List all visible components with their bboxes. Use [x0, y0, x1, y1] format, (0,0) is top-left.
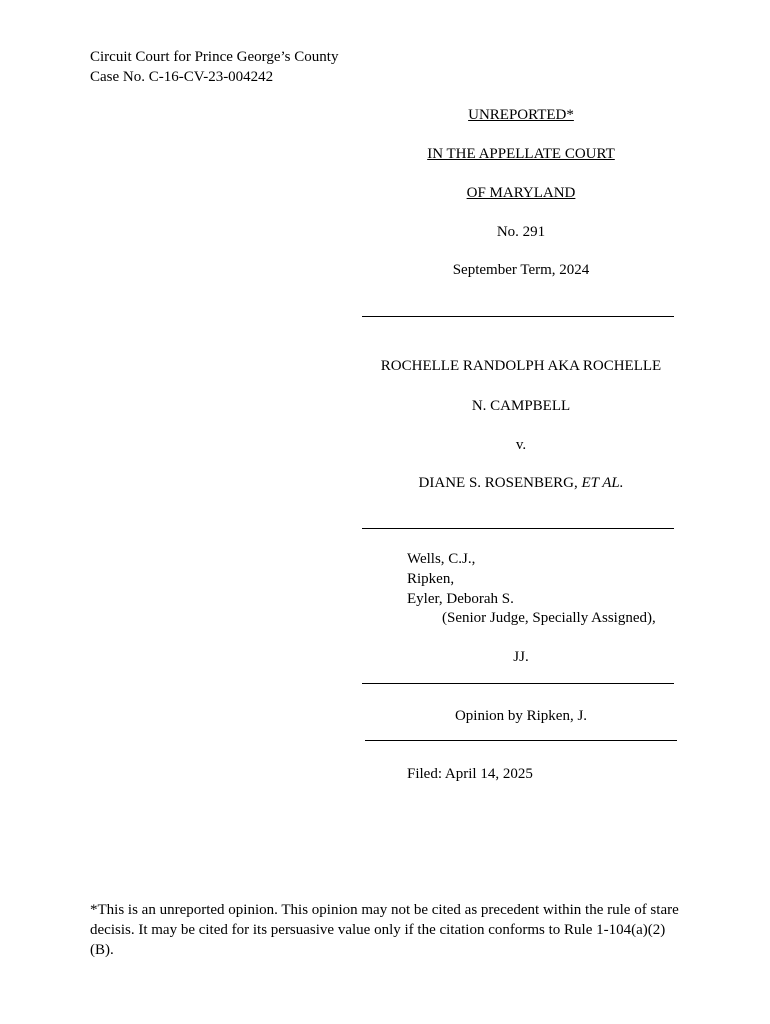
appellee-line — [364, 473, 678, 493]
judge-wells: Wells, C.J., — [407, 551, 476, 567]
appellant-line2: N. CAMPBELL — [471, 398, 571, 414]
appeal-number: No. 291 — [496, 224, 546, 240]
unreported-footnote: *This is an unreported opinion. This opinion may not be cited as precedent within the rule of stare decisis. It may be cited for its persuasive value only if the citation conforms to Rule 1-104(a)(2)(B). — [90, 902, 679, 958]
divider-rule — [362, 683, 674, 684]
jj-label: JJ. — [513, 649, 529, 665]
versus-label: v. — [515, 437, 527, 453]
judge-eyler-note: (Senior Judge, Specially Assigned), — [442, 610, 656, 626]
term-line: September Term, 2024 — [452, 262, 590, 278]
appellate-court-line1: IN THE APPELLATE COURT — [427, 146, 615, 162]
appellee-name: DIANE S. ROSENBERG, — [418, 475, 582, 491]
appellee-et-al: ET AL. — [581, 475, 624, 491]
divider-rule — [362, 528, 674, 529]
appellant-line1: ROCHELLE RANDOLPH AKA ROCHELLE — [380, 358, 662, 374]
case-number-line: Case No. C-16-CV-23-004242 — [90, 69, 274, 85]
circuit-court-line: Circuit Court for Prince George’s County — [90, 49, 339, 65]
appellate-court-line2: OF MARYLAND — [466, 185, 576, 201]
divider-rule — [362, 316, 674, 317]
divider-rule — [365, 740, 677, 741]
unreported-heading: UNREPORTED* — [468, 107, 574, 123]
filed-date: Filed: April 14, 2025 — [407, 766, 533, 782]
judge-eyler: Eyler, Deborah S. — [407, 591, 514, 607]
judge-ripken: Ripken, — [407, 571, 455, 587]
opinion-by-line: Opinion by Ripken, J. — [454, 708, 588, 724]
